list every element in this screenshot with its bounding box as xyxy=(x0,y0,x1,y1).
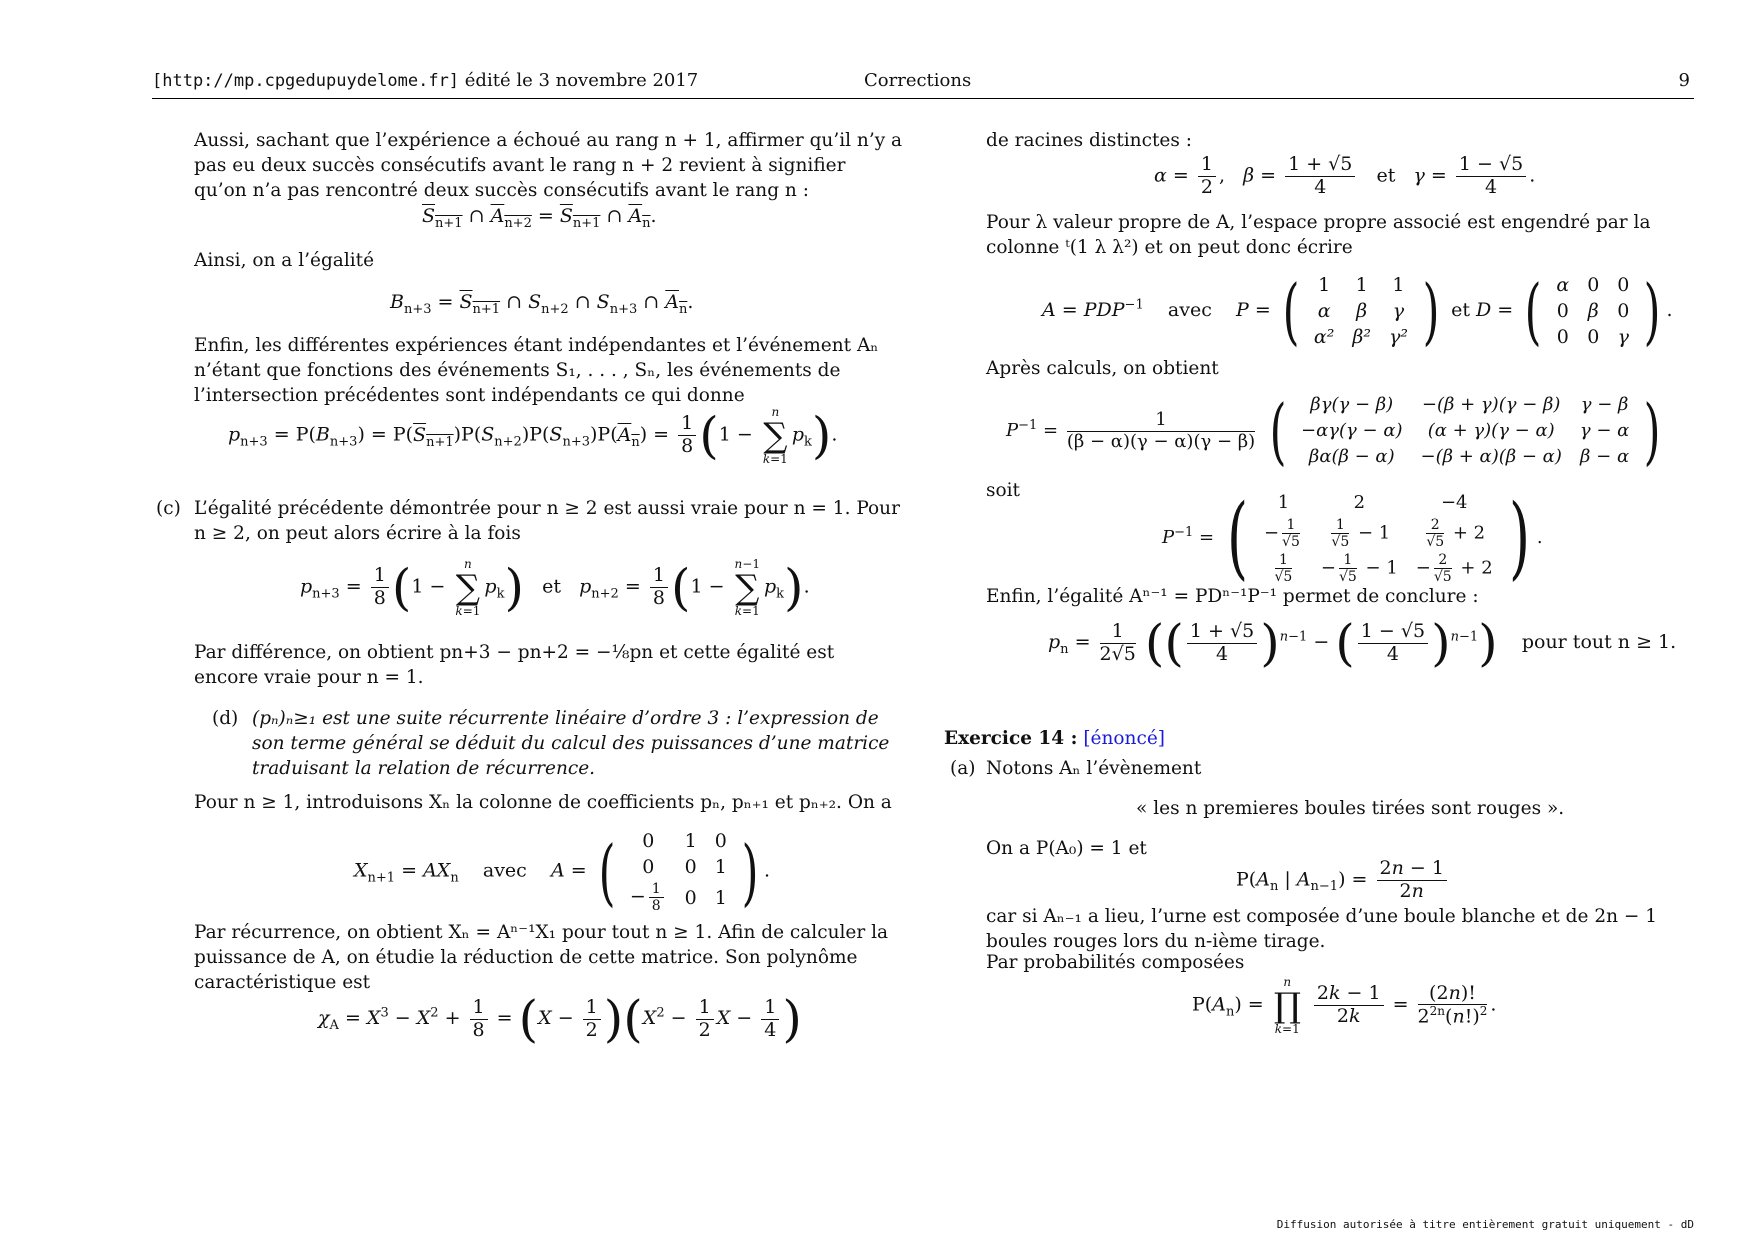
equation-b: $B_{n+3} = S_{n+1}$ ∩ $S_{n+2}$ ∩ $S_{n+3}$ ∩ $A_n$. xyxy=(390,291,694,317)
equation-char-poly: $\chi_A = X^3 - X^2$ + $\frac{1}{8}$ = (X − $\frac{1}{2}$ )($X^2$ − $\frac{1}{2}$ X − $\frac{1}{4}$ ) xyxy=(318,990,802,1048)
page-number: 9 xyxy=(1678,70,1690,91)
header-url[interactable]: [http://mp.cpgedupuydelome.fr] xyxy=(152,71,460,91)
item-d-label: (d) xyxy=(212,708,239,729)
right-paragraph-7: Par probabilités composées xyxy=(986,952,1245,973)
equation-product: $P(A_n)$ = n ∏ k=1 $\frac{2k - 1}{2k}$ = $\frac{(2n)!}{2^{2n}(n!)^2}$ . xyxy=(1192,975,1497,1036)
right-paragraph-2: Pour λ valeur propre de A, l’espace propre associé est engendré par la colonne ᵗ(1 λ λ²) et on peut donc écrire xyxy=(986,212,1651,258)
header-source xyxy=(152,70,698,91)
event-quote: « les n premieres boules tirées sont rouges ». xyxy=(1136,798,1565,819)
item-d-text: (pₙ)ₙ≥₁ est une suite récurrente linéaire d’ordre 3 : l’expression de son terme général se déduit du calcul des puissances d’une matrice traduisant la relation de récurrence. xyxy=(252,708,890,779)
header-section: Corrections xyxy=(864,70,972,91)
for-all-n: pour tout n ≥ 1. xyxy=(1521,631,1677,653)
page-footer: Diffusion autorisée à titre entièrement gratuit uniquement - dD xyxy=(1276,1218,1694,1231)
item-a-label: (a) xyxy=(950,758,976,779)
right-paragraph-4: Enfin, l’égalité Aⁿ⁻¹ = PDⁿ⁻¹P⁻¹ permet de conclure : xyxy=(986,586,1479,607)
left-paragraph-3: Enfin, les différentes expériences étant indépendantes et l’événement Aₙ n’étant que fonctions des événements S₁, . . . , Sₙ, les événements de l’intersection précédentes sont indépendants ce qui donne xyxy=(194,335,879,406)
right-paragraph-1: de racines distinctes : xyxy=(986,130,1192,151)
equation-final-pn: $p_n$ = $\frac{1}{2√5}$ (( $\frac{1 + √5}{4}$ )$^{n-1}$ − ( $\frac{1 - √5}{4}$ )$^{n-1}$) pour tout n ≥ 1. xyxy=(1048,614,1677,672)
equation-diagonalization: $A = PDP^{-1}$ avec P = ( 1 1 1 α β γ α² β² γ² ) et D = ( α 0 0 0 β 0 0 0 γ ) . xyxy=(1042,269,1673,353)
equation-roots: α = $\frac{1}{2}$ , β = $\frac{1 + √5}{4}$ et γ = $\frac{1 - √5}{4}$ . xyxy=(1154,153,1536,198)
left-paragraph-1: Aussi, sachant que l’expérience a échoué au rang n + 1, affirmer qu’il n’y a pas eu deux succès consécutifs avant le rang n + 2 revient à signifier qu’on n’a pas rencontré deux succès consécutifs avant le rang n : xyxy=(194,130,903,201)
equation-pair: $p_{n+3}$ = $\frac{1}{8}$ (1 − n ∑ k=1 $p_k$) et $p_{n+2}$ = $\frac{1}{8}$ (1 − n−1 ∑ k=1 $p_k$). xyxy=(300,557,810,618)
right-paragraph-5: On a P(A₀) = 1 et xyxy=(986,838,1147,859)
avec-word-right: avec xyxy=(1167,299,1212,321)
et-word: et xyxy=(542,575,561,598)
page-header xyxy=(152,70,1694,99)
equation-recurrence-matrix: $X_{n+1} = AX_n$ avec A = ( 0 1 0 0 0 1 − $\frac{1}{8}$ 0 1 ) . xyxy=(354,829,770,915)
equation-inverse-general: $P^{-1}$ = $\frac{1}{(\beta - \alpha)(\gamma - \alpha)(\gamma - \beta)}$ ( βγ(γ − β) −(β + γ)(γ − β) γ − β −αγ(γ − α) (α + γ)(γ − α) γ − α βα(β − α) −(β + α)(β − α) β − α ) xyxy=(1006,389,1661,473)
header-edited: édité le 3 novembre 2017 xyxy=(464,70,699,91)
item-c-label: (c) xyxy=(156,498,181,519)
right-soit: soit xyxy=(986,480,1020,501)
equation-complement: $S_{n+1}$ ∩ $A_{n+2} = S_{n+1}$ ∩ $A_n$. xyxy=(422,205,657,231)
equation-conditional: $P(A_n$ | $A_{n-1}$) = $\frac{2n - 1}{2n}$ xyxy=(1236,858,1450,903)
enonce-link[interactable]: [énoncé] xyxy=(1083,728,1165,749)
exercise-title: Exercice 14 : xyxy=(944,728,1078,749)
equation-inverse-numeric: $P^{-1}$ = ( 1 2 −4 − $\frac{1}{√5}$ $\frac{1}{√5}$ − 1 $\frac{2}{√5}$ + 2 $\frac{1}{√5}$ − $\frac{1}{√5}$ − 1 − $\frac{2}{√5}$ + 2 ) . xyxy=(1162,485,1543,591)
left-paragraph-4: Par différence, on obtient pn+3 − pn+2 = −⅛pn et cette égalité est encore vraie pour n = 1. xyxy=(194,642,835,688)
right-paragraph-6: car si Aₙ₋₁ a lieu, l’urne est composée d’une boule blanche et de 2n − 1 boules rouges lors du n-ième tirage. xyxy=(986,906,1658,952)
exercise-14-heading xyxy=(944,726,1165,751)
avec-word: avec xyxy=(482,859,527,882)
equation-p-n3: $p_{n+3} = P(B_{n+3}) = P(S_{n+1})P(S_{n+2})P(S_{n+3})P(A_n)$ = $\frac{1}{8}$ (1 − n ∑ k=1 $p_k$). xyxy=(228,405,838,466)
right-paragraph-3: Après calculs, on obtient xyxy=(986,358,1219,379)
left-paragraph-2: Ainsi, on a l’égalité xyxy=(194,250,375,271)
et-word-roots: et xyxy=(1376,164,1396,187)
et-word-d: et xyxy=(1451,299,1470,321)
item-a-text: Notons Aₙ l’évènement xyxy=(986,758,1202,779)
left-paragraph-6: Par récurrence, on obtient Xₙ = Aⁿ⁻¹X₁ pour tout n ≥ 1. Afin de calculer la puissance de A, on étudie la réduction de cette matrice. Son polynôme caractéristique est xyxy=(194,922,889,993)
item-c-text: L’égalité précédente démontrée pour n ≥ 2 est aussi vraie pour n = 1. Pour n ≥ 2, on peut alors écrire à la fois xyxy=(194,498,900,544)
left-paragraph-5: Pour n ≥ 1, introduisons Xₙ la colonne de coefficients pₙ, pₙ₊₁ et pₙ₊₂. On a xyxy=(194,792,892,813)
